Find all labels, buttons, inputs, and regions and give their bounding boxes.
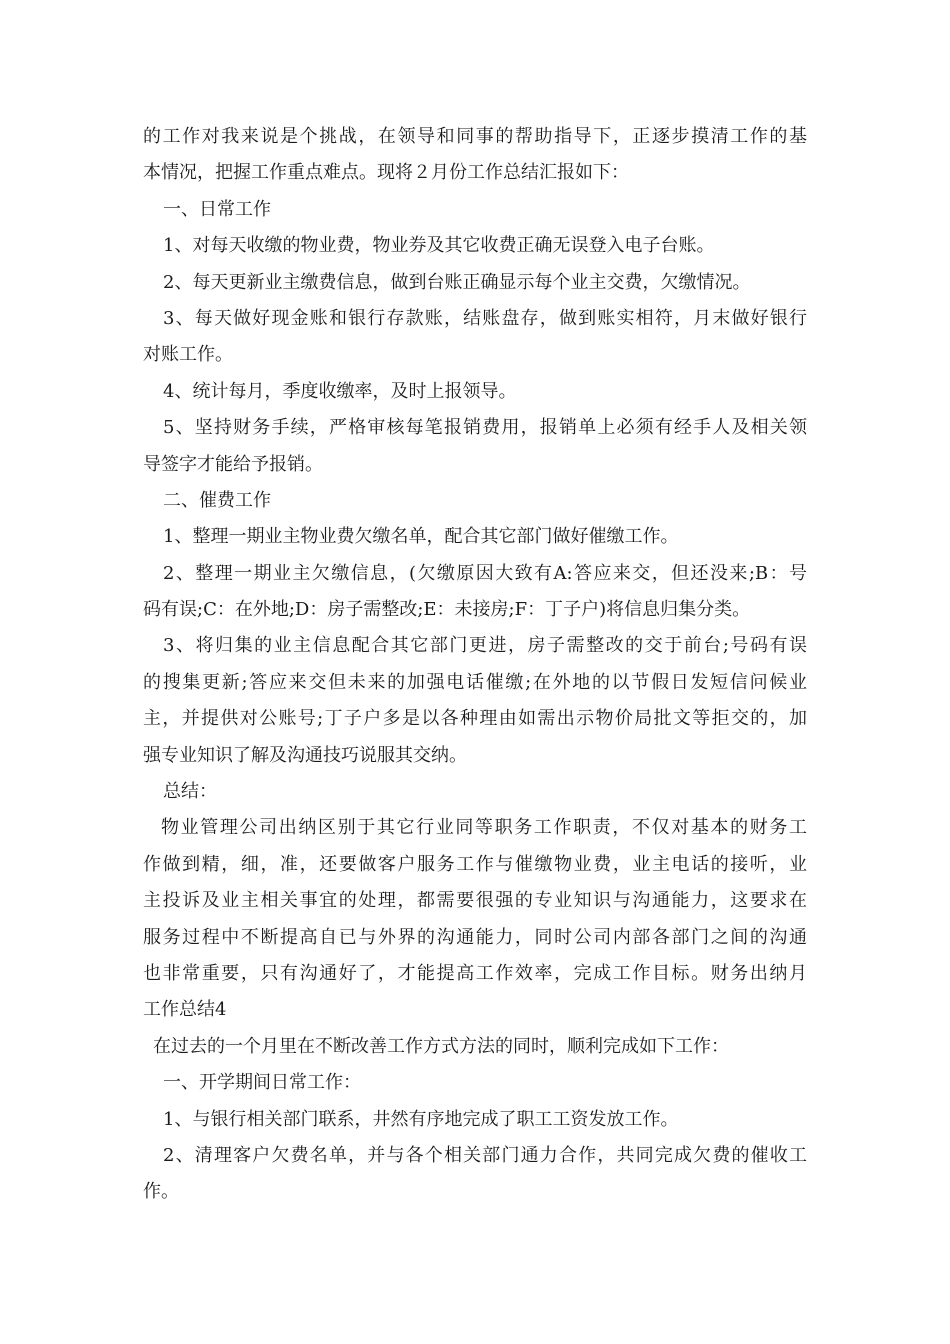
text-line: 作。 <box>143 1181 179 1203</box>
text-line: 在过去的一个月里在不断改善工作方式方法的同时，顺利完成如下工作： <box>153 1035 729 1057</box>
text-line: 2、整理一期业主欠缴信息，(欠缴原因大致有A:答应来交，但还没来;B：号 <box>163 562 807 584</box>
text-line: 也非常重要，只有沟通好了，才能提高工作效率，完成工作目标。财务出纳月 <box>143 962 807 984</box>
text-line: 作做到精，细，准，还要做客户服务工作与催缴物业费，业主电话的接听，业 <box>143 853 807 875</box>
section-heading: 二、催费工作 <box>163 489 271 511</box>
text-line: 的工作对我来说是个挑战，在领导和同事的帮助指导下，正逐步摸清工作的基 <box>143 126 807 147</box>
text-line: 1、对每天收缴的物业费，物业券及其它收费正确无误登入电子台账。 <box>163 235 715 257</box>
text-line: 强专业知识了解及沟通技巧说服其交纳。 <box>143 744 467 766</box>
text-line: 1、整理一期业主物业费欠缴名单，配合其它部门做好催缴工作。 <box>163 526 679 548</box>
text-line: 3、每天做好现金账和银行存款账，结账盘存，做到账实相符，月末做好银行 <box>163 307 807 329</box>
section-heading: 一、开学期间日常工作： <box>163 1072 361 1094</box>
text-line: 5、坚持财务手续，严格审核每笔报销费用，报销单上必须有经手人及相关领 <box>163 417 807 439</box>
section-heading: 一、日常工作 <box>163 198 271 220</box>
text-line: 2、清理客户欠费名单，并与各个相关部门通力合作，共同完成欠费的催收工 <box>163 1144 807 1166</box>
text-line: 工作总结4 <box>143 999 227 1021</box>
text-line: 码有误;C：在外地;D：房子需整改;E：未接房;F：丁子户)将信息归集分类。 <box>143 599 751 621</box>
text-line: 主，并提供对公账号;丁子户多是以各种理由如需出示物价局批文等拒交的，加 <box>143 708 807 730</box>
text-line: 主投诉及业主相关事宜的处理，都需要很强的专业知识与沟通能力，这要求在 <box>143 890 807 912</box>
text-line: 的搜集更新;答应来交但未来的加强电话催缴;在外地的以节假日发短信问候业 <box>143 671 807 693</box>
text-line: 1、与银行相关部门联系，井然有序地完成了职工工资发放工作。 <box>163 1108 679 1130</box>
text-line: 服务过程中不断提高自已与外界的沟通能力，同时公司内部各部门之间的沟通 <box>143 926 807 948</box>
section-heading: 总结： <box>163 781 217 803</box>
text-line: 物业管理公司出纳区别于其它行业同等职务工作职责，不仅对基本的财务工 <box>161 817 807 839</box>
text-line: 3、将归集的业主信息配合其它部门更进，房子需整改的交于前台;号码有误 <box>163 635 807 657</box>
text-line: 本情况，把握工作重点难点。现将２月份工作总结汇报如下： <box>143 162 629 184</box>
document-body <box>143 119 807 1211</box>
text-line: 4、统计每月，季度收缴率，及时上报领导。 <box>163 380 517 402</box>
text-line: 对账工作。 <box>143 344 233 366</box>
text-line: 导签字才能给予报销。 <box>143 453 323 475</box>
text-line: 2、每天更新业主缴费信息，做到台账正确显示每个业主交费，欠缴情况。 <box>163 271 751 293</box>
